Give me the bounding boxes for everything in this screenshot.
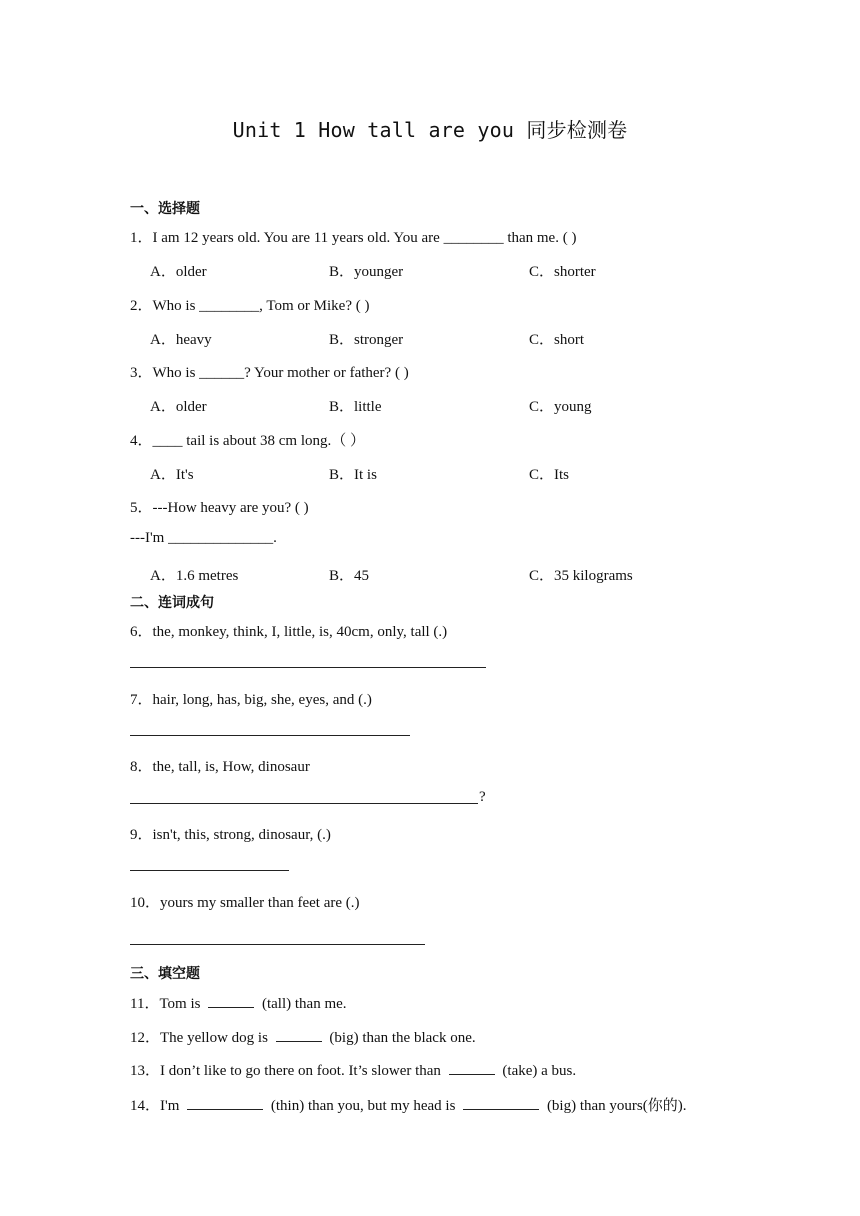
question-11	[130, 992, 347, 1013]
q13-text-before: 13．I don’t like to go there on foot. It’s slower than	[130, 1063, 445, 1079]
question-5-response: ---I'm ______________.	[130, 530, 277, 546]
q14-text-before: 14．I'm	[130, 1098, 184, 1114]
question-8: 8．the, tall, is, How, dinosaur	[130, 759, 310, 775]
q5-option-c: C．35 kilograms	[529, 568, 633, 584]
question-4: 4．____ tail is about 38 cm long.（ ）	[130, 433, 365, 449]
q1-option-c: C．shorter	[529, 264, 596, 280]
q2-option-c: C．short	[529, 332, 585, 348]
q3-option-c: C．young	[529, 399, 592, 415]
q14-text-after: (big) than yours(你的).	[543, 1098, 687, 1114]
q12-blank[interactable]	[276, 1027, 322, 1042]
answer-line-8[interactable]	[130, 803, 478, 804]
question-8-end-mark: ?	[479, 789, 486, 805]
question-6: 6．the, monkey, think, I, little, is, 40cm, only, tall (.)	[130, 624, 448, 640]
question-10: 10．yours my smaller than feet are (.)	[130, 895, 360, 911]
question-2: 2．Who is ________, Tom or Mike? ( )	[130, 298, 370, 314]
q4-option-a: A．It's	[150, 467, 194, 483]
question-13	[130, 1059, 576, 1080]
answer-line-9[interactable]	[130, 870, 289, 871]
question-9: 9．isn't, this, strong, dinosaur, (.)	[130, 827, 331, 843]
q12-text-after: (big) than the black one.	[325, 1030, 476, 1046]
q11-blank[interactable]	[208, 993, 254, 1008]
q13-text-after: (take) a bus.	[498, 1063, 577, 1079]
page-title: Unit 1 How tall are you 同步检测卷	[232, 118, 628, 142]
q2-option-b: B．stronger	[329, 332, 404, 348]
q14-text-middle: (thin) than you, but my head is	[267, 1098, 460, 1114]
question-7: 7．hair, long, has, big, she, eyes, and (.)	[130, 692, 372, 708]
q11-text-after: (tall) than me.	[258, 996, 347, 1012]
section-heading-choice: 一、选择题	[130, 201, 200, 217]
q1-option-a: A．older	[150, 264, 207, 280]
answer-line-10[interactable]	[130, 944, 425, 945]
q3-option-a: A．older	[150, 399, 207, 415]
q4-option-b: B．It is	[329, 467, 377, 483]
q1-option-b: B．younger	[329, 264, 404, 280]
q5-option-b: B．45	[329, 568, 370, 584]
q12-text-before: 12．The yellow dog is	[130, 1030, 272, 1046]
question-3: 3．Who is ______? Your mother or father? ( )	[130, 365, 409, 381]
question-5: 5．---How heavy are you? ( )	[130, 500, 309, 516]
q14-blank-2[interactable]	[463, 1095, 539, 1110]
q3-option-b: B．little	[329, 399, 382, 415]
q2-option-a: A．heavy	[150, 332, 212, 348]
question-12	[130, 1026, 476, 1047]
q4-option-c: C．Its	[529, 467, 570, 483]
q5-option-a: A．1.6 metres	[150, 568, 239, 584]
section-heading-reorder: 二、连词成句	[130, 595, 214, 611]
question-14	[130, 1094, 687, 1115]
answer-line-6[interactable]	[130, 667, 486, 668]
q14-blank-1[interactable]	[187, 1095, 263, 1110]
section-heading-fill: 三、填空题	[130, 966, 200, 982]
question-1: 1．I am 12 years old. You are 11 years old. You are ________ than me. ( )	[130, 230, 577, 246]
answer-line-7[interactable]	[130, 735, 410, 736]
q11-text-before: 11．Tom is	[130, 996, 205, 1012]
q13-blank[interactable]	[449, 1060, 495, 1075]
